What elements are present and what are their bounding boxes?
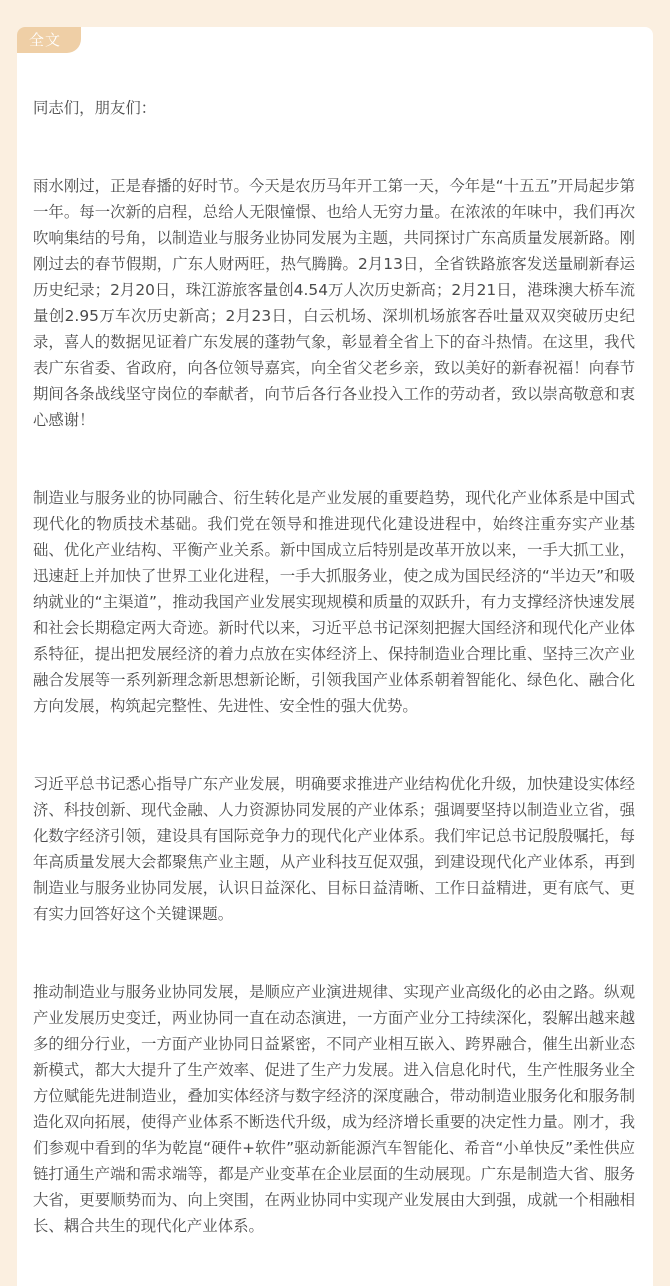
fulltext-tab[interactable]: 全文 (17, 27, 81, 53)
article-greeting: 同志们，朋友们： (33, 99, 157, 117)
article-paragraph-3: 习近平总书记悉心指导广东产业发展，明确要求推进产业结构优化升级，加快建设实体经济、科技创新、现代金融、人力资源协同发展的产业体系；强调要坚持以制造业立省，强化数字经济引领，建设具有国际竞争力的现代化产业体系。我们牢记总书记殷殷嘱托，每年高质量发展大会都聚焦产业主题，从产业科技互促双强，到建设现代化产业体系，再到制造业与服务业协同发展，认识日益深化、目标日益清晰、工作日益精进，更有底气、更有实力回答好这个关键课题。 (33, 775, 635, 923)
article-paragraph-1: 雨水刚过，正是春播的好时节。今天是农历马年开工第一天，今年是“十五五”开局起步第一年。每一次新的启程，总给人无限憧憬、也给人无穷力量。在浓浓的年味中，我们再次吹响集结的号角，以制造业与服务业协同发展为主题，共同探讨广东高质量发展新路。刚刚过去的春节假期，广东人财两旺，热气腾腾。2月13日，全省铁路旅客发送量刷新春运历史纪录；2月20日，珠江游旅客量创4.54万人次历史新高；2月21日，港珠澳大桥车流量创2.95万车次历史新高；2月23日，白云机场、深圳机场旅客吞吐量双双突破历史纪录，喜人的数据见证着广东发展的蓬勃气象，彰显着全省上下的奋斗热情。在这里，我代表广东省委、省政府，向各位领导嘉宾，向全省父老乡亲，致以美好的新春祝福！向春节期间各条战线坚守岗位的奉献者，向节后各行各业投入工作的劳动者，致以崇高敬意和衷心感谢！ (33, 177, 635, 429)
article-card (17, 27, 653, 1286)
article-paragraph-4: 推动制造业与服务业协同发展，是顺应产业演进规律、实现产业高级化的必由之路。纵观产业发展历史变迁，两业协同一直在动态演进，一方面产业分工持续深化，裂解出越来越多的细分行业，一方面产业协同日益紧密，不同产业相互嵌入、跨界融合，催生出新业态新模式，都大大提升了生产效率、促进了生产力发展。进入信息化时代，生产性服务业全方位赋能先进制造业，叠加实体经济与数字经济的深度融合，带动制造业服务化和服务制造化双向拓展，使得产业体系不断迭代升级，成为经济增长重要的决定性力量。刚才，我们参观中看到的华为乾崑“硬件+软件”驱动新能源汽车智能化、希音“小单快反”柔性供应链打通生产端和需求端等，都是产业变革在企业层面的生动展现。广东是制造大省、服务大省，更要顺势而为、向上突围，在两业协同中实现产业发展由大到强，成就一个相融相长、耦合共生的现代化产业体系。 (33, 983, 635, 1235)
article-paragraph-2: 制造业与服务业的协同融合、衍生转化是产业发展的重要趋势，现代化产业体系是中国式现代化的物质技术基础。我们党在领导和推进现代化建设进程中，始终注重夯实产业基础、优化产业结构、平衡产业关系。新中国成立后特别是改革开放以来，一手大抓工业，迅速赶上并加快了世界工业化进程，一手大抓服务业，使之成为国民经济的“半边天”和吸纳就业的“主渠道”，推动我国产业发展实现规模和质量的双跃升，有力支撑经济快速发展和社会长期稳定两大奇迹。新时代以来，习近平总书记深刻把握大国经济和现代化产业体系特征，提出把发展经济的着力点放在实体经济上、保持制造业合理比重、坚持三次产业融合发展等一系列新理念新思想新论断，引领我国产业体系朝着智能化、绿色化、融合化方向发展，构筑起完整性、先进性、安全性的强大优势。 (33, 489, 635, 715)
